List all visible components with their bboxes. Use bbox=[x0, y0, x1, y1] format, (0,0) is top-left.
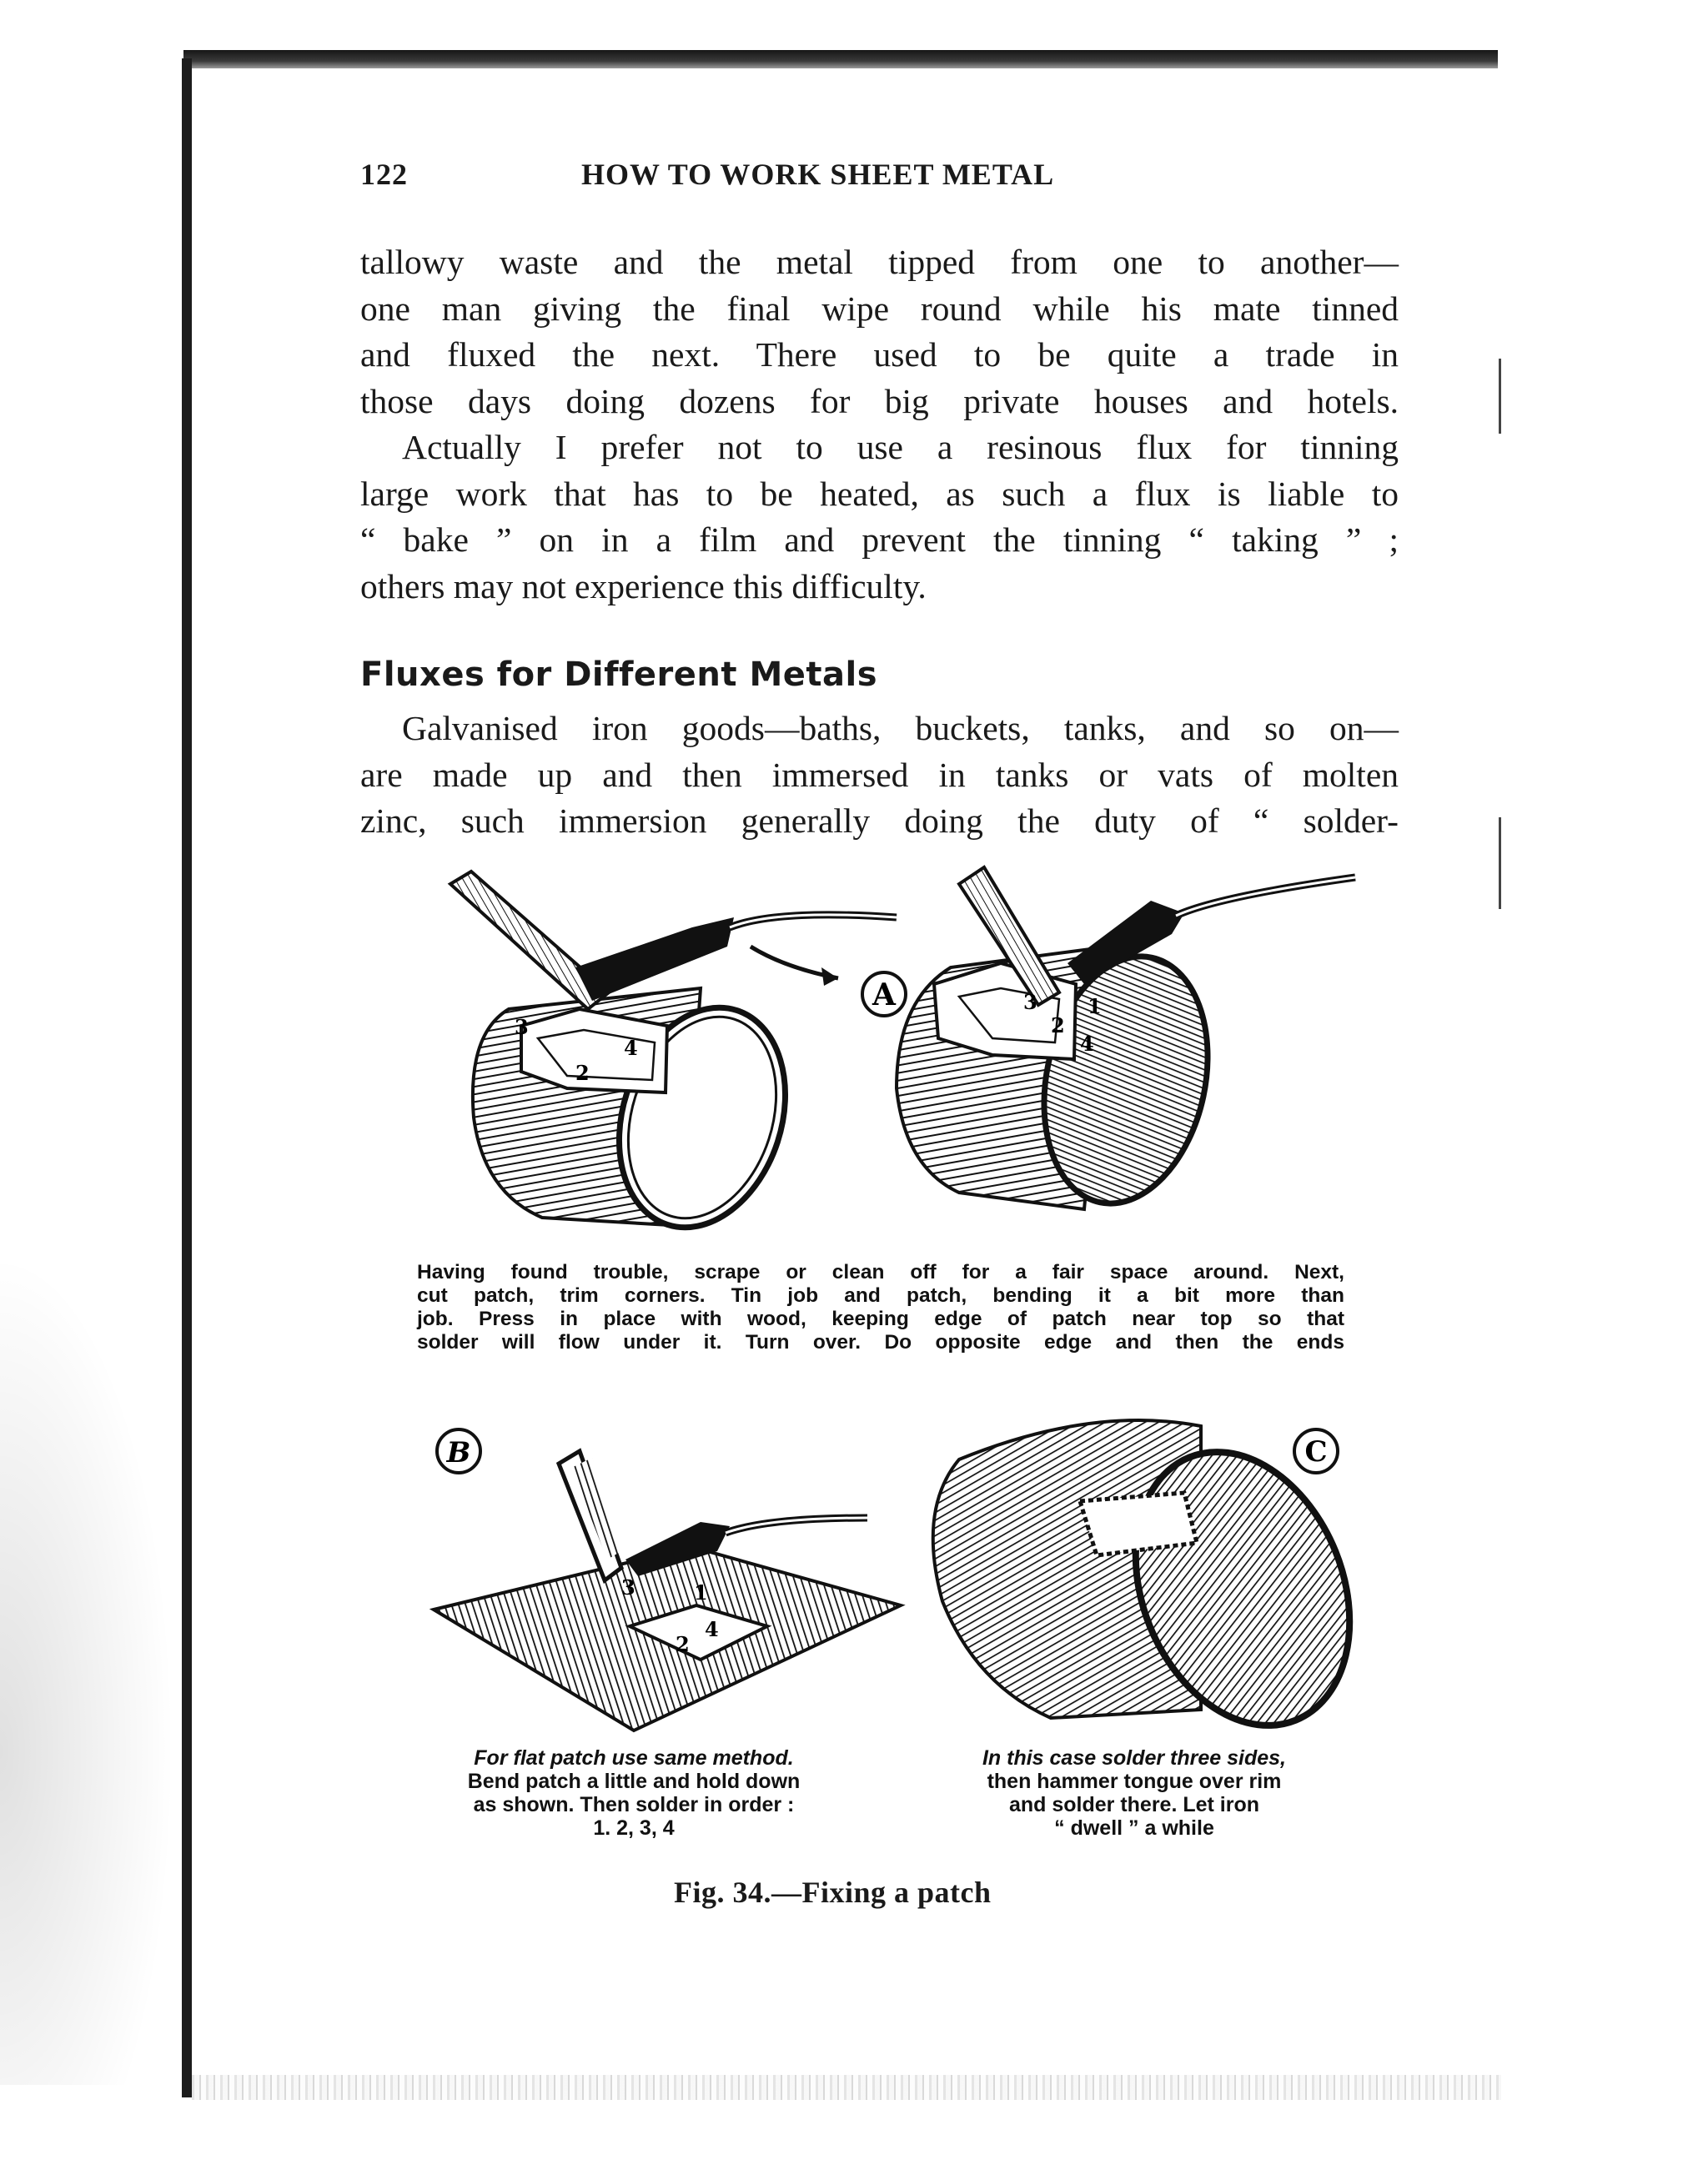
text-line: large work that has to be heated, as such a flux is liable to bbox=[360, 474, 1399, 513]
illustration-a bbox=[417, 867, 1368, 1251]
text-line: zinc, such immersion generally doing the duty of “ solder- bbox=[360, 801, 1399, 840]
figure-title: Fig. 34.—Fixing a patch bbox=[674, 1876, 992, 1909]
svg-text:4: 4 bbox=[1080, 1032, 1094, 1056]
caption-line: 1. 2, 3, 4 bbox=[593, 1816, 675, 1840]
text-line: Galvanised iron goods—baths, buckets, tanks, and so on— bbox=[402, 709, 1399, 747]
caption-line: and solder there. Let iron bbox=[1008, 1793, 1260, 1816]
svg-text:4: 4 bbox=[624, 1036, 638, 1060]
caption-line: cut patch, trim corners. Tin job and patch, bending it a bit more than bbox=[417, 1284, 1344, 1307]
caption-c bbox=[926, 1746, 1343, 1840]
caption-b bbox=[425, 1746, 842, 1840]
scan-noise-bottom bbox=[192, 2075, 1501, 2100]
caption-line: “ dwell ” a while bbox=[1054, 1816, 1214, 1840]
paragraph-1 bbox=[360, 239, 1399, 610]
scan-border-top bbox=[183, 50, 1498, 68]
text-line: “ bake ” on in a film and prevent the tinning “ taking ” ; bbox=[360, 520, 1399, 559]
section-heading: Fluxes for Different Metals bbox=[360, 656, 878, 694]
caption-line: In this case solder three sides, bbox=[982, 1746, 1287, 1770]
caption-line: Bend patch a little and hold down bbox=[467, 1770, 801, 1793]
text-line: tallowy waste and the metal tipped from one to another— bbox=[360, 243, 1399, 281]
figure-label-b bbox=[437, 1429, 480, 1473]
caption-line: as shown. Then solder in order : bbox=[473, 1793, 795, 1816]
scan-mark bbox=[1499, 359, 1501, 434]
soldering-iron-left bbox=[450, 872, 897, 1009]
svg-text:1: 1 bbox=[694, 1580, 708, 1605]
svg-text:2: 2 bbox=[676, 1632, 690, 1656]
text-line: and fluxed the next. There used to be quite a trade in bbox=[360, 335, 1399, 374]
caption-line: Having found trouble, scrape or clean off for a fair space around. Next, bbox=[417, 1261, 1344, 1283]
svg-text:1: 1 bbox=[1088, 994, 1102, 1018]
svg-text:B: B bbox=[446, 1436, 471, 1469]
page-number: 122 bbox=[360, 158, 408, 191]
illustration-c bbox=[926, 1409, 1359, 1743]
text-line: are made up and then immersed in tanks or vats of molten bbox=[360, 755, 1399, 794]
illustration-b bbox=[434, 1401, 951, 1735]
svg-text:4: 4 bbox=[705, 1617, 719, 1641]
figure-label-a bbox=[862, 972, 906, 1016]
text-line: one man giving the final wipe round while his mate tinned bbox=[360, 289, 1399, 328]
svg-text:3: 3 bbox=[515, 1015, 529, 1039]
running-head bbox=[360, 157, 1399, 207]
can-right bbox=[897, 942, 1229, 1219]
figure-label-c bbox=[1294, 1429, 1338, 1473]
svg-text:3: 3 bbox=[621, 1575, 635, 1600]
caption-line: then hammer tongue over rim bbox=[987, 1770, 1282, 1793]
caption-line: solder will flow under it. Turn over. Do opposite edge and then the ends bbox=[417, 1331, 1344, 1354]
text-line: those days doing dozens for big private houses and hotels. bbox=[360, 381, 1399, 420]
caption-top bbox=[417, 1261, 1344, 1354]
text-line: Actually I prefer not to use a resinous flux for tinning bbox=[402, 428, 1399, 466]
svg-text:3: 3 bbox=[1023, 990, 1037, 1014]
svg-text:2: 2 bbox=[1051, 1013, 1065, 1037]
running-title: HOW TO WORK SHEET METAL bbox=[581, 158, 1055, 191]
scan-border-left bbox=[182, 58, 192, 2097]
scan-mark bbox=[1499, 817, 1501, 909]
caption-line: job. Press in place with wood, keeping edge of patch near top so that bbox=[417, 1308, 1344, 1330]
scan-shadow bbox=[0, 1251, 175, 2085]
caption-line: For flat patch use same method. bbox=[474, 1746, 794, 1770]
paragraph-3 bbox=[360, 706, 1399, 845]
svg-text:2: 2 bbox=[575, 1061, 590, 1085]
svg-text:A: A bbox=[872, 977, 896, 1012]
svg-text:C: C bbox=[1304, 1435, 1328, 1469]
text-line: others may not experience this difficulty. bbox=[360, 566, 927, 605]
